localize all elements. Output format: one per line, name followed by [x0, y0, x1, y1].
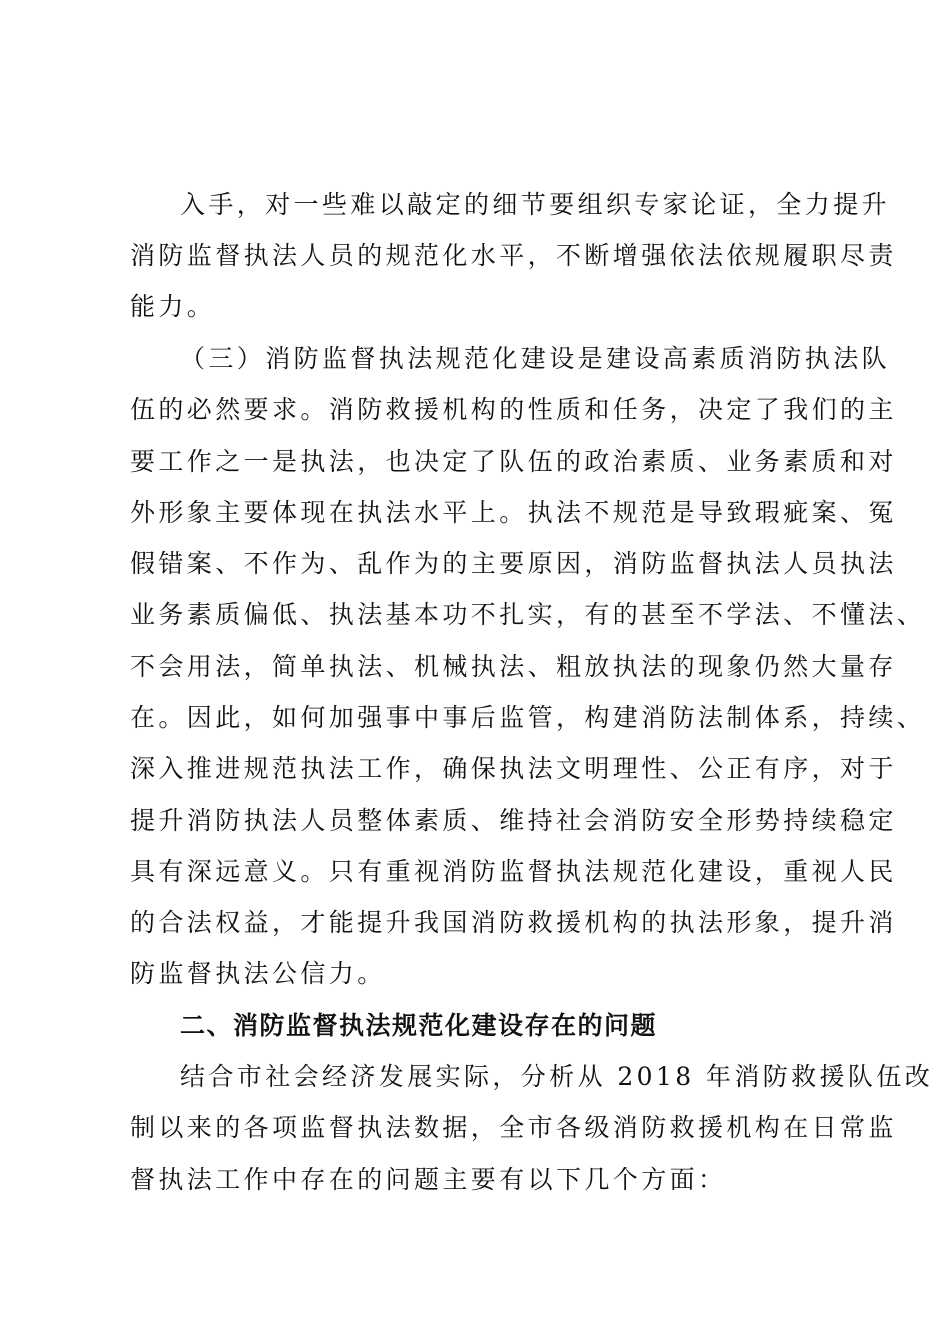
paragraph-2-line-4: 外形象主要体现在执法水平上。执法不规范是导致瑕疵案、冤 [130, 498, 897, 527]
paragraph-3-line-3: 督执法工作中存在的问题主要有以下几个方面： [130, 1165, 727, 1194]
section-heading: 二、消防监督执法规范化建设存在的问题 [180, 1011, 658, 1040]
paragraph-2-line-12: 的合法权益，才能提升我国消防救援机构的执法形象，提升消 [130, 908, 897, 937]
paragraph-2-line-3: 要工作之一是执法，也决定了队伍的政治素质、业务素质和对 [130, 447, 897, 476]
paragraph-1-line-3: 能力。 [130, 292, 216, 321]
paragraph-2-line-13: 防监督执法公信力。 [130, 959, 386, 988]
paragraph-2-line-5: 假错案、不作为、乱作为的主要原因，消防监督执法人员执法 [130, 549, 897, 578]
paragraph-2-line-6: 业务素质偏低、执法基本功不扎实，有的甚至不学法、不懂法、 [130, 600, 926, 629]
paragraph-1-line-1: 入手，对一些难以敲定的细节要组织专家论证，全力提升 [180, 190, 891, 219]
paragraph-3-line-1: 结合市社会经济发展实际，分析从 2018 年消防救援队伍改 [180, 1062, 934, 1091]
paragraph-3-line-2: 制以来的各项监督执法数据，全市各级消防救援机构在日常监 [130, 1113, 897, 1142]
paragraph-2-line-2: 伍的必然要求。消防救援机构的性质和任务，决定了我们的主 [130, 395, 897, 424]
paragraph-2-line-11: 具有深远意义。只有重视消防监督执法规范化建设，重视人民 [130, 857, 897, 886]
paragraph-2-line-7: 不会用法，简单执法、机械执法、粗放执法的现象仍然大量存 [130, 652, 897, 681]
paragraph-2-line-8: 在。因此，如何加强事中事后监管，构建消防法制体系，持续、 [130, 703, 926, 732]
paragraph-2-line-10: 提升消防执法人员整体素质、维持社会消防安全形势持续稳定 [130, 806, 897, 835]
paragraph-2-line-1: （三）消防监督执法规范化建设是建设高素质消防执法队 [180, 344, 891, 373]
paragraph-1-line-2: 消防监督执法人员的规范化水平，不断增强依法依规履职尽责 [130, 241, 897, 270]
paragraph-2-line-9: 深入推进规范执法工作，确保执法文明理性、公正有序，对于 [130, 754, 897, 783]
